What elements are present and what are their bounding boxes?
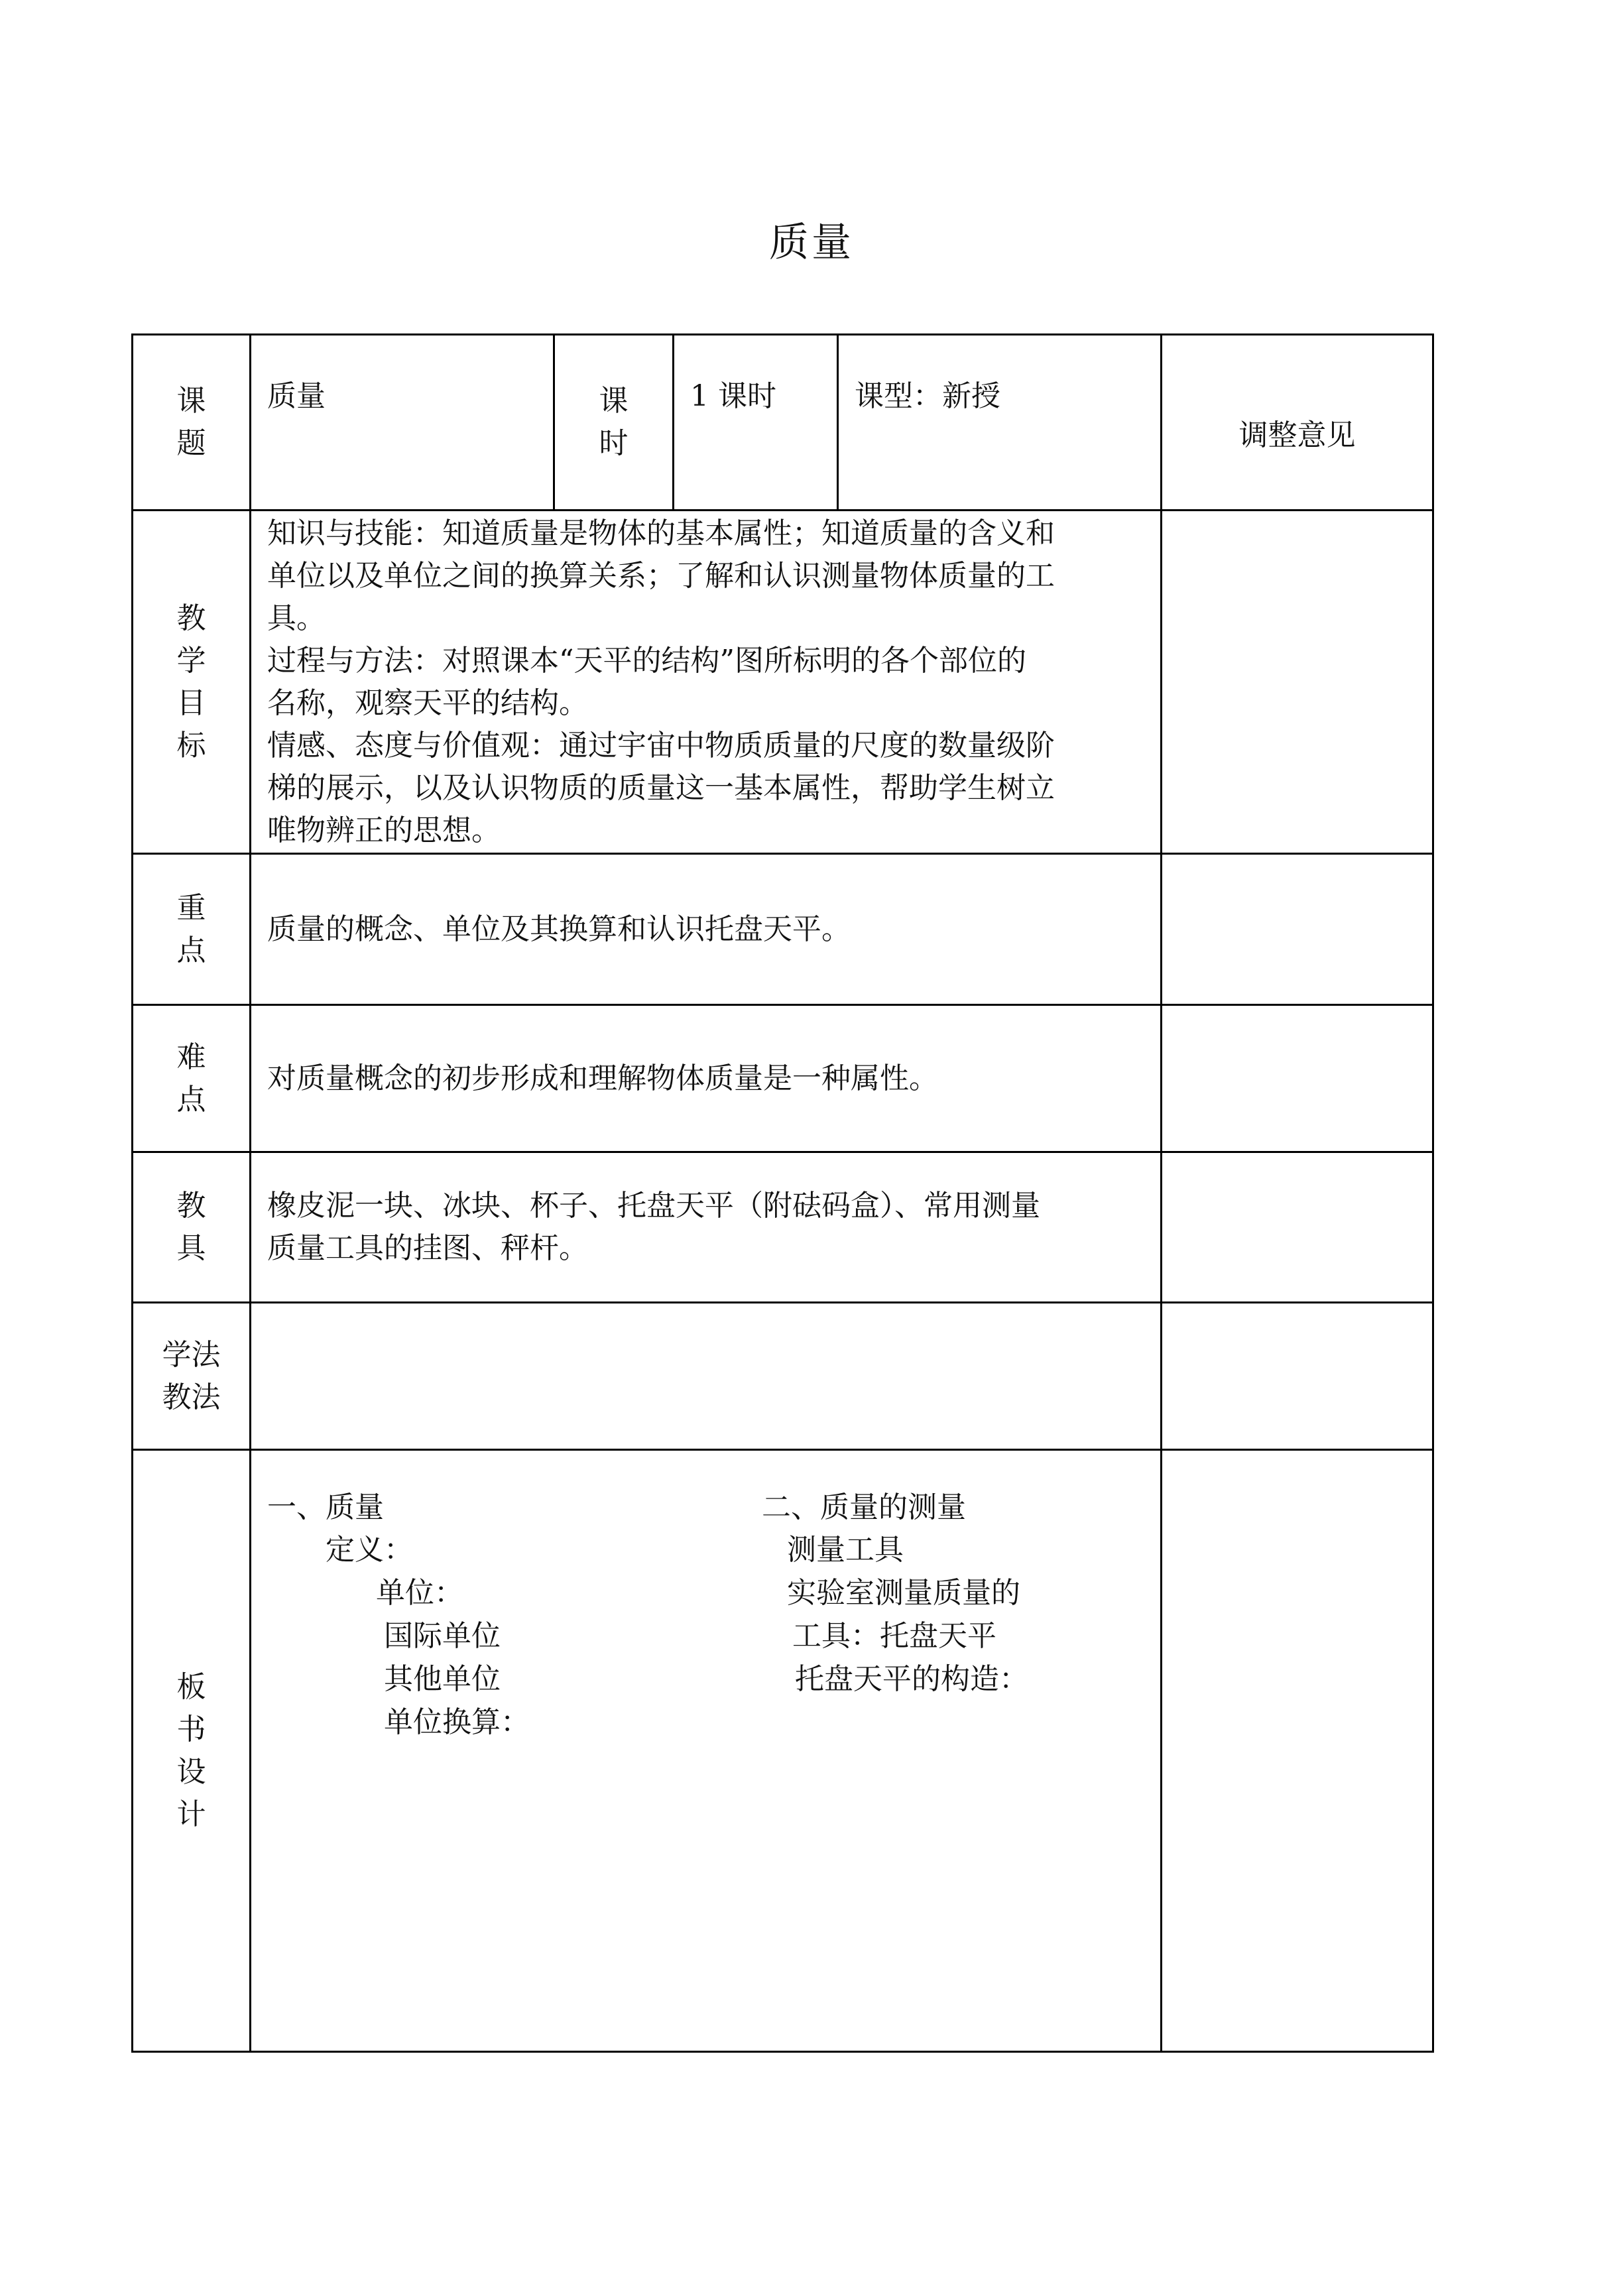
- board-label: 板 书 设 计: [133, 1450, 251, 2052]
- objective-line: 知识与技能：知道质量是物体的基本属性；知道质量的含义和: [267, 516, 1055, 550]
- topic-label: 课 题: [133, 335, 251, 511]
- objectives-label: 教 学 目 标: [133, 511, 251, 854]
- objective-line: 名称，观察天平的结构。: [267, 686, 588, 720]
- key-point-row: [133, 854, 1433, 1005]
- board-left-line: 其他单位: [384, 1662, 501, 1696]
- document-title: 质量: [769, 219, 854, 266]
- difficulty-adjust: [1162, 1005, 1433, 1152]
- board-left-line: 定义：: [326, 1533, 413, 1567]
- objectives-adjust: [1162, 511, 1433, 854]
- objective-line: 单位以及单位之间的换算关系；了解和认识测量物体质量的工: [267, 559, 1055, 593]
- tools-label: 教 具: [133, 1152, 251, 1303]
- tools-row: [133, 1152, 1433, 1303]
- objective-line: 唯物辨正的思想。: [267, 814, 501, 847]
- board-left-line: 一、质量: [267, 1490, 384, 1524]
- board-right-line: 托盘天平的构造：: [795, 1662, 1028, 1696]
- adjust-header: 调整意见: [1162, 335, 1433, 511]
- methods-row: [133, 1303, 1433, 1450]
- board-adjust: [1162, 1450, 1433, 2052]
- board-left-line: 单位：: [376, 1576, 463, 1610]
- difficulty-content: 对质量概念的初步形成和理解物体质量是一种属性。: [251, 1005, 1162, 1152]
- objective-line: 具。: [267, 601, 326, 635]
- topic-value: 质量: [251, 335, 554, 511]
- lesson-type: 课型：新授: [838, 335, 1162, 511]
- board-left-line: 单位换算：: [384, 1705, 530, 1739]
- tools-content: 橡皮泥一块、冰块、杯子、托盘天平（附砝码盒）、常用测量 质量工具的挂图、秤杆。: [251, 1152, 1162, 1303]
- key-point-adjust: [1162, 854, 1433, 1005]
- period-value: 1 课时: [674, 335, 838, 511]
- objective-line: 过程与方法：对照课本“天平的结构”图所标明的各个部位的: [267, 644, 1026, 678]
- objective-line: 梯的展示，以及认识物质的质量这一基本属性，帮助学生树立: [267, 771, 1055, 805]
- board-right-line: 测量工具: [787, 1533, 904, 1567]
- key-point-label: 重 点: [133, 854, 251, 1005]
- lesson-plan-table: [131, 333, 1434, 2053]
- key-point-content: 质量的概念、单位及其换算和认识托盘天平。: [251, 854, 1162, 1005]
- objective-line: 情感、态度与价值观：通过宇宙中物质质量的尺度的数量级阶: [267, 729, 1055, 762]
- board-right-line: 实验室测量质量的: [787, 1576, 1020, 1610]
- objectives-content: [251, 511, 1162, 854]
- difficulty-label: 难 点: [133, 1005, 251, 1152]
- methods-adjust: [1162, 1303, 1433, 1450]
- tools-adjust: [1162, 1152, 1433, 1303]
- methods-content: [251, 1303, 1162, 1450]
- period-label: 课 时: [554, 335, 674, 511]
- board-content: [251, 1450, 1162, 2052]
- difficulty-row: [133, 1005, 1433, 1152]
- board-left-line: 国际单位: [384, 1619, 501, 1653]
- objectives-row: [133, 511, 1433, 854]
- header-row: [133, 335, 1433, 511]
- board-right-line: 二、质量的测量: [762, 1490, 966, 1524]
- board-right-line: 工具：托盘天平: [792, 1619, 996, 1653]
- board-row: [133, 1450, 1433, 2052]
- methods-label: 学法 教法: [133, 1303, 251, 1450]
